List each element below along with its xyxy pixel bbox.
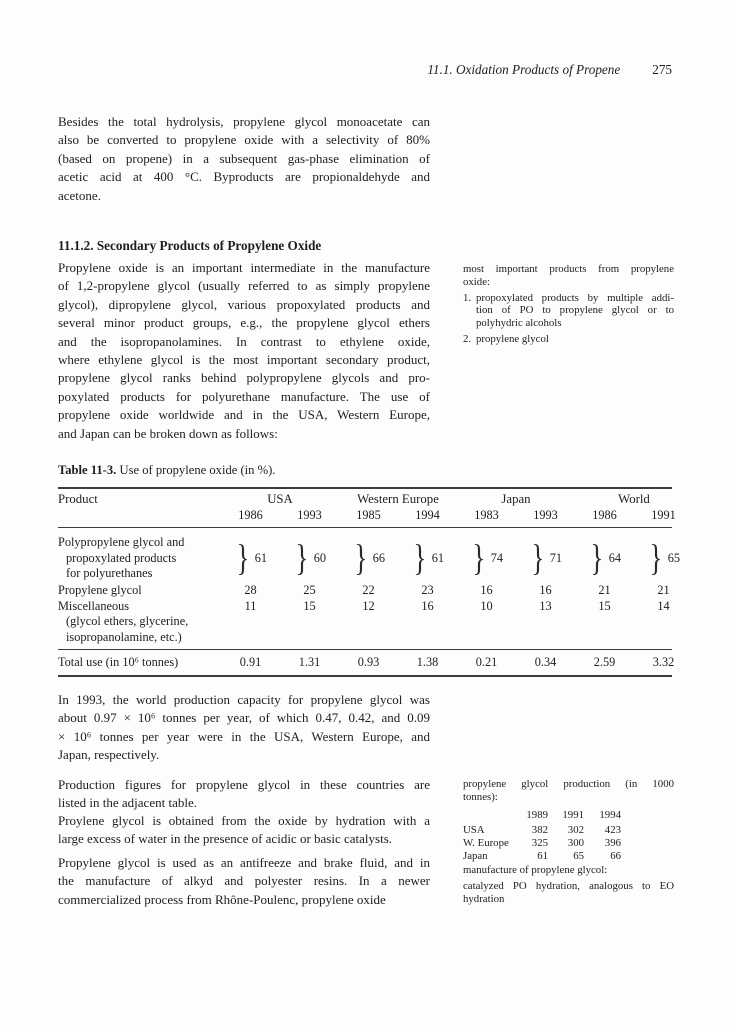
prod-value: 423 xyxy=(604,824,621,837)
column-group-usa: USA xyxy=(267,492,293,506)
paragraph-propylene-oxide-intro: Propylene oxide is an important intermediate in the manufacture of 1,2-propylene glycol (usually referred to as simply propylene glycol), dipropylene glycol, various propoxylated products and several minor product groups, e.g., the propylene glycol ethers and the isopropanolamines. In contrast to ethylene oxide, where ethylene glycol is the most important secondary product, propylene glycol ranks behind polypropylene glycols and pro- poxylated products for polyurethane manufacture. The use of propylene oxide worldwide and in the USA, Western Europe, and Japan can be broken down as follows: xyxy=(58,260,430,441)
cell-value: 65 xyxy=(667,551,681,565)
brace-glyph: } xyxy=(531,538,545,579)
paragraph-hydration: Proylene glycol is obtained from the oxide by hydration with a large excess of water in the presence of acidic or basic catalysts. xyxy=(58,813,430,847)
table-cell: 16 xyxy=(421,598,434,613)
table-cell: 16 xyxy=(539,583,552,597)
margin-list-item-1 xyxy=(463,292,674,330)
table-cell xyxy=(221,535,280,582)
table-rule-header xyxy=(58,527,672,528)
table-caption xyxy=(58,462,698,478)
brace-glyph: } xyxy=(649,538,663,579)
table-cell xyxy=(339,535,398,582)
table-cell: 16 xyxy=(480,583,493,597)
paragraph-uses: Propylene glycol is used as an antifreeze and brake fluid, and in the manufacture of alkyd and polyester resins. In a newer commercialized process from Rhône-Poulenc, propylene oxide xyxy=(58,855,430,907)
running-header xyxy=(427,62,672,78)
spacer-cell xyxy=(58,507,221,524)
prod-value: 61 xyxy=(537,849,548,862)
cell-value: 71 xyxy=(549,551,563,565)
cell-value: 64 xyxy=(608,551,622,565)
production-table-intro: propylene glycol production (in 1000 tonnes): xyxy=(463,778,674,803)
margin-list-item-2 xyxy=(463,333,674,346)
column-group-japan: Japan xyxy=(501,492,531,506)
table-row-miscellaneous xyxy=(58,599,698,646)
prod-row-label-weurope: W. Europe xyxy=(463,837,509,850)
table-cell: 23 xyxy=(421,583,434,597)
cell-value: 66 xyxy=(372,551,386,565)
table-11-3 xyxy=(58,462,698,677)
table-group-header-row xyxy=(58,491,698,507)
column-group-western-europe: Western Europe xyxy=(357,492,439,506)
list-item-text: propoxylated products by multiple addi- tion of PO to propylene glycol or to polyhydric alcohols xyxy=(476,291,674,330)
table-cell: 0.34 xyxy=(534,655,557,670)
paragraph-world-capacity: In 1993, the world production capacity for propylene glycol was about 0.97 × 10⁶ tonnes per year, of which 0.47, 0.42, and 0.09 × 10⁶ tonnes per year were in the USA, Western Europe, and Japan, respectively. xyxy=(58,692,430,763)
prod-year-1989: 1989 xyxy=(526,808,548,821)
year-we-2: 1994 xyxy=(415,508,440,522)
prod-value: 65 xyxy=(573,849,584,862)
margin-note-intro: most important products from propylene oxide: xyxy=(463,263,674,288)
brace-glyph: } xyxy=(354,538,368,579)
total-label: Total use (in 10⁶ tonnes) xyxy=(58,655,179,670)
year-usa-1: 1986 xyxy=(238,508,263,522)
table-cell: 0.21 xyxy=(475,655,498,670)
production-table-grid xyxy=(463,807,674,863)
prod-value: 325 xyxy=(531,837,548,850)
table-rule-top xyxy=(58,487,672,489)
list-marker: 2. xyxy=(463,332,472,345)
paragraph-hydrolysis: Besides the total hydrolysis, propylene glycol monoacetate can also be converted to propylene oxide with a selectivity of 80% (based on propene) in a subsequent gas-phase elimination of acetic acid at 400 °C. Byproducts are propionaldehyde and acetone. xyxy=(58,114,430,203)
prod-year-1991: 1991 xyxy=(562,808,584,821)
table-row-total xyxy=(58,650,698,675)
table-year-header-row xyxy=(58,507,698,524)
table-cell: 28 xyxy=(244,583,257,597)
cell-value: 60 xyxy=(313,551,327,565)
table-cell: 21 xyxy=(598,583,611,597)
table-cell: 2.59 xyxy=(593,655,616,670)
row-label: Polypropylene glycol and propoxylated products for polyurethanes xyxy=(58,535,185,581)
paragraph-production-figures: Production figures for propylene glycol in these countries are listed in the adjacent table. xyxy=(58,777,430,811)
table-rule-bottom xyxy=(58,675,672,677)
table-cell: 0.91 xyxy=(239,655,262,670)
prod-value: 66 xyxy=(610,849,621,862)
table-cell xyxy=(457,535,516,582)
table-cell xyxy=(280,535,339,582)
table-row-polyurethane-products xyxy=(58,535,698,582)
table-cell: 1.38 xyxy=(416,655,439,670)
table-cell: 0.93 xyxy=(357,655,380,670)
spacer-cell xyxy=(463,807,513,825)
row-label: Propylene glycol xyxy=(58,583,142,597)
year-usa-2: 1993 xyxy=(297,508,322,522)
brace-glyph: } xyxy=(590,538,604,579)
year-world-2: 1991 xyxy=(651,508,676,522)
prod-row-label-usa: USA xyxy=(463,824,485,837)
prod-value: 396 xyxy=(604,837,621,850)
section-heading: 11.1.2. Secondary Products of Propylene Oxide xyxy=(58,238,322,253)
table-cell: 13 xyxy=(539,598,552,613)
cell-value: 74 xyxy=(490,551,504,565)
table-cell xyxy=(398,535,457,582)
margin-note-title: manufacture of propylene glycol: xyxy=(463,864,608,876)
table-cell: 21 xyxy=(657,583,670,597)
brace-glyph: } xyxy=(413,538,427,579)
table-cell: 10 xyxy=(480,598,493,613)
year-japan-1: 1983 xyxy=(474,508,499,522)
page-number: 275 xyxy=(652,62,672,77)
prod-value: 382 xyxy=(531,824,548,837)
table-cell: 25 xyxy=(303,583,316,597)
table-cell xyxy=(634,535,693,582)
prod-value: 300 xyxy=(567,837,584,850)
table-caption-text: Use of propylene oxide (in %). xyxy=(116,463,276,477)
list-item-text: propylene glycol xyxy=(476,332,549,345)
table-cell: 22 xyxy=(362,583,375,597)
table-cell: 3.32 xyxy=(652,655,675,670)
chapter-title: 11.1. Oxidation Products of Propene xyxy=(427,62,621,77)
table-caption-label: Table 11-3. xyxy=(58,463,117,477)
margin-note-manufacture xyxy=(463,864,674,905)
table-cell xyxy=(575,535,634,582)
brace-glyph: } xyxy=(472,538,486,579)
margin-note-products xyxy=(463,263,674,346)
year-japan-2: 1993 xyxy=(533,508,558,522)
table-cell: 14 xyxy=(657,598,670,613)
prod-year-1994: 1994 xyxy=(599,808,621,821)
table-cell: 11 xyxy=(244,598,257,613)
brace-glyph: } xyxy=(295,538,309,579)
table-cell: 1.31 xyxy=(298,655,321,670)
year-world-1: 1986 xyxy=(592,508,617,522)
column-header-product: Product xyxy=(58,492,98,506)
brace-glyph: } xyxy=(236,538,250,579)
column-group-world: World xyxy=(618,492,650,506)
year-we-1: 1985 xyxy=(356,508,381,522)
cell-value: 61 xyxy=(254,551,268,565)
margin-production-table xyxy=(463,778,674,863)
table-cell: 15 xyxy=(598,598,611,613)
table-cell: 12 xyxy=(362,598,375,613)
table-row-propylene-glycol xyxy=(58,583,698,599)
margin-note-body: catalyzed PO hydration, analogous to EO hydration xyxy=(463,879,674,905)
list-marker: 1. xyxy=(463,291,472,304)
prod-value: 302 xyxy=(567,824,584,837)
table-cell: 15 xyxy=(303,598,316,613)
prod-row-label-japan: Japan xyxy=(463,849,488,862)
table-cell xyxy=(516,535,575,582)
row-label: Miscellaneous (glycol ethers, glycerine, isopropanolamine, etc.) xyxy=(58,598,189,644)
cell-value: 61 xyxy=(431,551,445,565)
